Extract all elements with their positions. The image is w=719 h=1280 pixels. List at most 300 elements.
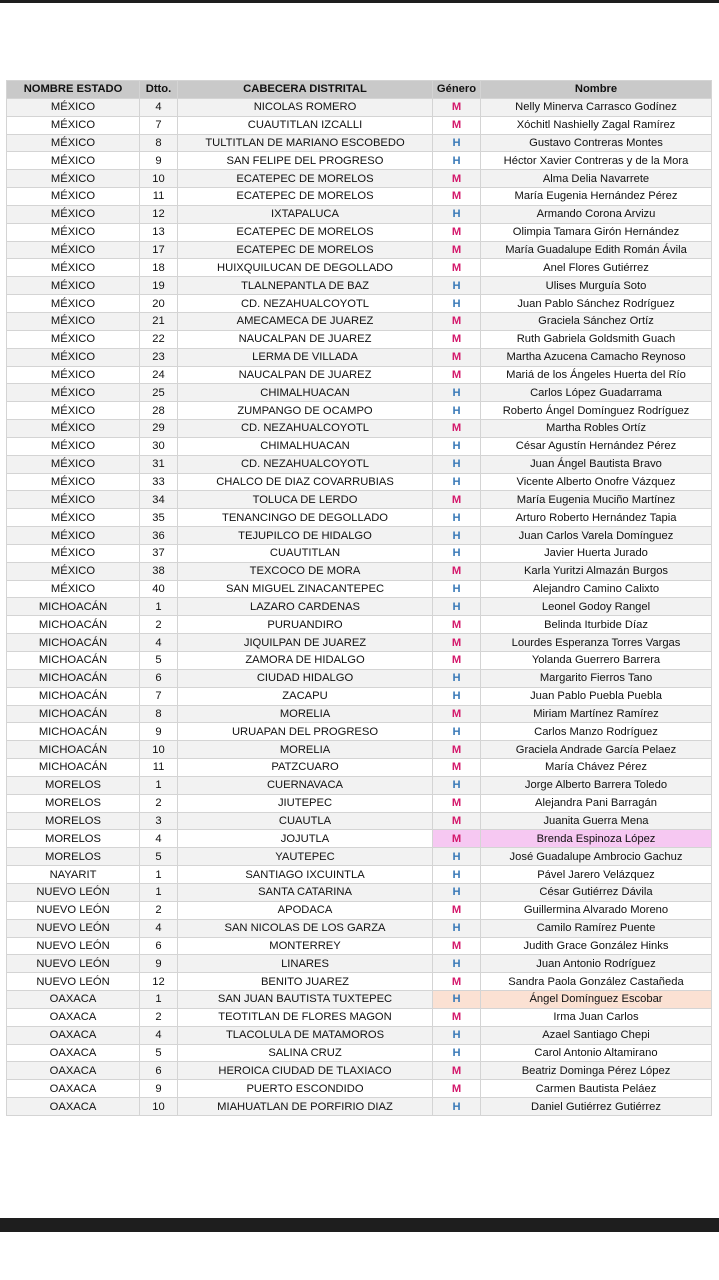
cell-estado: MÉXICO [7,330,140,348]
cell-distrito: 34 [140,491,178,509]
table-row [7,366,712,384]
cell-cabecera: PURUANDIRO [178,616,433,634]
cell-nombre: Juan Pablo Puebla Puebla [481,687,712,705]
cell-nombre: Ángel Domínguez Escobar [481,991,712,1009]
cell-genero: H [433,866,481,884]
cell-distrito: 21 [140,312,178,330]
cell-cabecera: CHALCO DE DIAZ COVARRUBIAS [178,473,433,491]
cell-nombre: Pável Jarero Velázquez [481,866,712,884]
cell-cabecera: SALINA CRUZ [178,1044,433,1062]
cell-distrito: 2 [140,794,178,812]
cell-cabecera: CD. NEZAHUALCOYOTL [178,295,433,313]
cell-distrito: 5 [140,848,178,866]
cell-nombre: César Agustín Hernández Pérez [481,437,712,455]
cell-distrito: 1 [140,991,178,1009]
cell-genero: M [433,616,481,634]
cell-estado: MÉXICO [7,491,140,509]
cell-nombre: Juanita Guerra Mena [481,812,712,830]
cell-nombre: Carol Antonio Altamirano [481,1044,712,1062]
cell-estado: MÉXICO [7,544,140,562]
cell-nombre: Martha Azucena Camacho Reynoso [481,348,712,366]
cell-distrito: 7 [140,687,178,705]
cell-estado: NUEVO LEÓN [7,955,140,973]
table-row [7,170,712,188]
cell-estado: MORELOS [7,794,140,812]
table-row [7,919,712,937]
cell-estado: MÉXICO [7,455,140,473]
table-row [7,312,712,330]
cell-genero: H [433,1098,481,1116]
table-row [7,491,712,509]
cell-estado: OAXACA [7,991,140,1009]
cell-cabecera: ECATEPEC DE MORELOS [178,188,433,206]
cell-distrito: 28 [140,402,178,420]
cell-genero: M [433,348,481,366]
cell-nombre: Carlos López Guadarrama [481,384,712,402]
table-row [7,241,712,259]
cell-distrito: 9 [140,723,178,741]
table-row [7,901,712,919]
cell-cabecera: CHIMALHUACAN [178,384,433,402]
cell-nombre: Belinda Iturbide Díaz [481,616,712,634]
cell-distrito: 9 [140,1080,178,1098]
cell-estado: MORELOS [7,812,140,830]
cell-estado: NUEVO LEÓN [7,919,140,937]
cell-nombre: Camilo Ramírez Puente [481,919,712,937]
cell-genero: M [433,491,481,509]
cell-genero: H [433,509,481,527]
cell-genero: M [433,98,481,116]
cell-cabecera: ZACAPU [178,687,433,705]
cell-estado: OAXACA [7,1062,140,1080]
cell-cabecera: YAUTEPEC [178,848,433,866]
cell-distrito: 10 [140,170,178,188]
cell-distrito: 6 [140,669,178,687]
cell-estado: NUEVO LEÓN [7,883,140,901]
cell-estado: MICHOACÁN [7,705,140,723]
cell-genero: H [433,152,481,170]
cell-distrito: 11 [140,759,178,777]
cell-cabecera: TENANCINGO DE DEGOLLADO [178,509,433,527]
table-row [7,295,712,313]
table-row [7,1026,712,1044]
cell-genero: M [433,420,481,438]
cell-distrito: 7 [140,116,178,134]
cell-nombre: Xóchitl Nashielly Zagal Ramírez [481,116,712,134]
table-row [7,848,712,866]
table-row [7,812,712,830]
district-table [6,80,712,1116]
cell-nombre: Alma Delia Navarrete [481,170,712,188]
cell-distrito: 12 [140,973,178,991]
cell-nombre: Leonel Godoy Rangel [481,598,712,616]
table-row [7,937,712,955]
cell-distrito: 18 [140,259,178,277]
cell-genero: M [433,223,481,241]
table-row [7,794,712,812]
cell-genero: H [433,527,481,545]
cell-cabecera: TLACOLULA DE MATAMOROS [178,1026,433,1044]
table-row [7,1062,712,1080]
cell-nombre: Juan Antonio Rodríguez [481,955,712,973]
col-header-genero: Género [433,81,481,99]
cell-nombre: Juan Carlos Varela Domínguez [481,527,712,545]
cell-genero: H [433,205,481,223]
cell-estado: MÉXICO [7,223,140,241]
cell-nombre: María Chávez Pérez [481,759,712,777]
cell-estado: NUEVO LEÓN [7,937,140,955]
cell-genero: H [433,402,481,420]
cell-estado: MÉXICO [7,152,140,170]
cell-nombre: Anel Flores Gutiérrez [481,259,712,277]
table-row [7,384,712,402]
table-row [7,188,712,206]
cell-nombre: Roberto Ángel Domínguez Rodríguez [481,402,712,420]
cell-nombre: Karla Yuritzi Almazán Burgos [481,562,712,580]
cell-cabecera: TEOTITLAN DE FLORES MAGON [178,1008,433,1026]
cell-nombre: Azael Santiago Chepi [481,1026,712,1044]
cell-nombre: Héctor Xavier Contreras y de la Mora [481,152,712,170]
cell-cabecera: NAUCALPAN DE JUAREZ [178,366,433,384]
cell-cabecera: CIUDAD HIDALGO [178,669,433,687]
cell-genero: H [433,1026,481,1044]
cell-estado: MORELOS [7,776,140,794]
cell-estado: MÉXICO [7,509,140,527]
top-status-bar [0,0,719,3]
table-row [7,330,712,348]
cell-genero: M [433,794,481,812]
cell-distrito: 1 [140,776,178,794]
cell-estado: MÉXICO [7,580,140,598]
table-row [7,527,712,545]
cell-nombre: Jorge Alberto Barrera Toledo [481,776,712,794]
cell-estado: MICHOACÁN [7,687,140,705]
cell-nombre: Javier Huerta Jurado [481,544,712,562]
cell-cabecera: HEROICA CIUDAD DE TLAXIACO [178,1062,433,1080]
cell-distrito: 36 [140,527,178,545]
cell-nombre: Gustavo Contreras Montes [481,134,712,152]
cell-cabecera: MORELIA [178,741,433,759]
table-row [7,420,712,438]
cell-nombre: Yolanda Guerrero Barrera [481,652,712,670]
cell-estado: OAXACA [7,1080,140,1098]
cell-distrito: 31 [140,455,178,473]
cell-cabecera: IXTAPALUCA [178,205,433,223]
table-row [7,402,712,420]
cell-distrito: 1 [140,598,178,616]
cell-distrito: 19 [140,277,178,295]
table-row [7,723,712,741]
cell-genero: H [433,848,481,866]
cell-nombre: María Eugenia Muciño Martínez [481,491,712,509]
cell-cabecera: TULTITLAN DE MARIANO ESCOBEDO [178,134,433,152]
cell-genero: M [433,1080,481,1098]
cell-genero: H [433,544,481,562]
cell-distrito: 22 [140,330,178,348]
cell-cabecera: SANTIAGO IXCUINTLA [178,866,433,884]
cell-distrito: 33 [140,473,178,491]
cell-cabecera: AMECAMECA DE JUAREZ [178,312,433,330]
cell-cabecera: SANTA CATARINA [178,883,433,901]
table-row [7,544,712,562]
cell-cabecera: HUIXQUILUCAN DE DEGOLLADO [178,259,433,277]
cell-estado: MICHOACÁN [7,741,140,759]
cell-estado: MICHOACÁN [7,616,140,634]
table-row [7,705,712,723]
cell-genero: H [433,134,481,152]
cell-estado: MÉXICO [7,384,140,402]
cell-distrito: 20 [140,295,178,313]
col-header-cabecera: CABECERA DISTRITAL [178,81,433,99]
cell-distrito: 1 [140,866,178,884]
cell-estado: OAXACA [7,1026,140,1044]
cell-genero: M [433,330,481,348]
cell-distrito: 4 [140,919,178,937]
cell-nombre: Lourdes Esperanza Torres Vargas [481,634,712,652]
col-header-estado: NOMBRE ESTADO [7,81,140,99]
cell-genero: M [433,170,481,188]
cell-cabecera: ECATEPEC DE MORELOS [178,241,433,259]
table-body [7,98,712,1115]
cell-genero: M [433,741,481,759]
cell-estado: MÉXICO [7,366,140,384]
cell-genero: M [433,652,481,670]
cell-estado: NUEVO LEÓN [7,973,140,991]
cell-estado: OAXACA [7,1044,140,1062]
cell-genero: M [433,241,481,259]
cell-nombre: Irma Juan Carlos [481,1008,712,1026]
table-row [7,437,712,455]
cell-genero: M [433,1008,481,1026]
cell-distrito: 23 [140,348,178,366]
cell-estado: MORELOS [7,830,140,848]
cell-cabecera: PUERTO ESCONDIDO [178,1080,433,1098]
cell-estado: MÉXICO [7,116,140,134]
table-row [7,116,712,134]
cell-distrito: 35 [140,509,178,527]
cell-genero: M [433,705,481,723]
cell-cabecera: CD. NEZAHUALCOYOTL [178,420,433,438]
cell-nombre: Miriam Martínez Ramírez [481,705,712,723]
cell-genero: M [433,830,481,848]
cell-genero: H [433,776,481,794]
cell-nombre: Alejandro Camino Calixto [481,580,712,598]
cell-cabecera: NICOLAS ROMERO [178,98,433,116]
table-row [7,455,712,473]
cell-estado: MÉXICO [7,241,140,259]
cell-nombre: Olimpia Tamara Girón Hernández [481,223,712,241]
table-header [7,81,712,99]
cell-distrito: 9 [140,955,178,973]
cell-cabecera: NAUCALPAN DE JUAREZ [178,330,433,348]
cell-cabecera: CUERNAVACA [178,776,433,794]
cell-cabecera: SAN FELIPE DEL PROGRESO [178,152,433,170]
cell-estado: MÉXICO [7,295,140,313]
cell-cabecera: ECATEPEC DE MORELOS [178,223,433,241]
cell-nombre: César Gutiérrez Dávila [481,883,712,901]
table-row [7,277,712,295]
cell-genero: H [433,437,481,455]
cell-nombre: Ulises Murguía Soto [481,277,712,295]
cell-nombre: Judith Grace González Hinks [481,937,712,955]
table-row [7,652,712,670]
cell-estado: MÉXICO [7,312,140,330]
table-row [7,955,712,973]
cell-estado: MÉXICO [7,420,140,438]
cell-distrito: 4 [140,830,178,848]
table-row [7,973,712,991]
table-row [7,634,712,652]
cell-distrito: 4 [140,98,178,116]
cell-nombre: Daniel Gutiérrez Gutiérrez [481,1098,712,1116]
table-row [7,883,712,901]
cell-genero: H [433,669,481,687]
cell-nombre: Guillermina Alvarado Moreno [481,901,712,919]
cell-distrito: 2 [140,901,178,919]
cell-estado: NAYARIT [7,866,140,884]
cell-cabecera: JIQUILPAN DE JUAREZ [178,634,433,652]
cell-nombre: Carmen Bautista Peláez [481,1080,712,1098]
cell-nombre: Armando Corona Arvizu [481,205,712,223]
cell-cabecera: TOLUCA DE LERDO [178,491,433,509]
table-row [7,598,712,616]
cell-nombre: Beatriz Dominga Pérez López [481,1062,712,1080]
table-row [7,1044,712,1062]
table-row [7,509,712,527]
table-row [7,991,712,1009]
cell-distrito: 30 [140,437,178,455]
cell-nombre: Graciela Sánchez Ortíz [481,312,712,330]
cell-genero: M [433,259,481,277]
cell-cabecera: APODACA [178,901,433,919]
cell-cabecera: LERMA DE VILLADA [178,348,433,366]
cell-cabecera: LINARES [178,955,433,973]
cell-nombre: Juan Pablo Sánchez Rodríguez [481,295,712,313]
cell-distrito: 12 [140,205,178,223]
cell-cabecera: CD. NEZAHUALCOYOTL [178,455,433,473]
cell-nombre: María Guadalupe Edith Román Ávila [481,241,712,259]
col-header-nombre: Nombre [481,81,712,99]
cell-genero: M [433,1062,481,1080]
cell-distrito: 8 [140,134,178,152]
cell-genero: H [433,723,481,741]
cell-genero: H [433,580,481,598]
cell-genero: M [433,759,481,777]
cell-estado: MÉXICO [7,259,140,277]
table-row [7,223,712,241]
cell-cabecera: JIUTEPEC [178,794,433,812]
cell-genero: H [433,277,481,295]
cell-cabecera: MORELIA [178,705,433,723]
table-row [7,562,712,580]
cell-distrito: 10 [140,741,178,759]
cell-genero: M [433,937,481,955]
cell-nombre: María Eugenia Hernández Pérez [481,188,712,206]
cell-nombre: Vicente Alberto Onofre Vázquez [481,473,712,491]
cell-estado: MÉXICO [7,527,140,545]
table-row [7,1098,712,1116]
cell-genero: M [433,116,481,134]
cell-estado: MICHOACÁN [7,723,140,741]
table-row [7,776,712,794]
cell-cabecera: SAN MIGUEL ZINACANTEPEC [178,580,433,598]
cell-estado: MÉXICO [7,562,140,580]
cell-genero: H [433,1044,481,1062]
cell-cabecera: TEJUPILCO DE HIDALGO [178,527,433,545]
cell-genero: H [433,883,481,901]
cell-estado: MICHOACÁN [7,759,140,777]
cell-estado: NUEVO LEÓN [7,901,140,919]
cell-nombre: Graciela Andrade García Pelaez [481,741,712,759]
cell-genero: M [433,901,481,919]
cell-distrito: 24 [140,366,178,384]
cell-estado: MICHOACÁN [7,669,140,687]
spreadsheet [6,80,711,1116]
cell-distrito: 29 [140,420,178,438]
cell-cabecera: LAZARO CARDENAS [178,598,433,616]
cell-distrito: 6 [140,1062,178,1080]
cell-genero: H [433,473,481,491]
table-row [7,741,712,759]
cell-estado: MÉXICO [7,134,140,152]
cell-genero: H [433,991,481,1009]
cell-estado: MÉXICO [7,402,140,420]
table-row [7,580,712,598]
cell-estado: MORELOS [7,848,140,866]
cell-genero: H [433,598,481,616]
cell-genero: H [433,687,481,705]
cell-distrito: 4 [140,634,178,652]
table-row [7,98,712,116]
cell-estado: OAXACA [7,1008,140,1026]
cell-estado: MÉXICO [7,188,140,206]
cell-genero: M [433,562,481,580]
cell-cabecera: MONTERREY [178,937,433,955]
cell-nombre: Juan Ángel Bautista Bravo [481,455,712,473]
cell-nombre: Brenda Espinoza López [481,830,712,848]
cell-estado: MÉXICO [7,348,140,366]
cell-nombre: Margarito Fierros Tano [481,669,712,687]
cell-estado: MICHOACÁN [7,652,140,670]
cell-distrito: 40 [140,580,178,598]
cell-distrito: 17 [140,241,178,259]
cell-distrito: 3 [140,812,178,830]
table-row [7,1008,712,1026]
cell-genero: H [433,295,481,313]
cell-genero: M [433,973,481,991]
cell-distrito: 4 [140,1026,178,1044]
cell-distrito: 5 [140,652,178,670]
cell-cabecera: ZAMORA DE HIDALGO [178,652,433,670]
table-row [7,616,712,634]
table-row [7,152,712,170]
cell-nombre: Carlos Manzo Rodríguez [481,723,712,741]
cell-estado: MÉXICO [7,437,140,455]
cell-cabecera: ECATEPEC DE MORELOS [178,170,433,188]
cell-nombre: Alejandra Pani Barragán [481,794,712,812]
cell-distrito: 11 [140,188,178,206]
table-row [7,473,712,491]
cell-cabecera: JOJUTLA [178,830,433,848]
table-row [7,830,712,848]
table-row [7,866,712,884]
cell-estado: MÉXICO [7,205,140,223]
cell-genero: M [433,366,481,384]
cell-distrito: 13 [140,223,178,241]
cell-estado: MÉXICO [7,98,140,116]
cell-cabecera: MIAHUATLAN DE PORFIRIO DIAZ [178,1098,433,1116]
cell-nombre: Arturo Roberto Hernández Tapia [481,509,712,527]
